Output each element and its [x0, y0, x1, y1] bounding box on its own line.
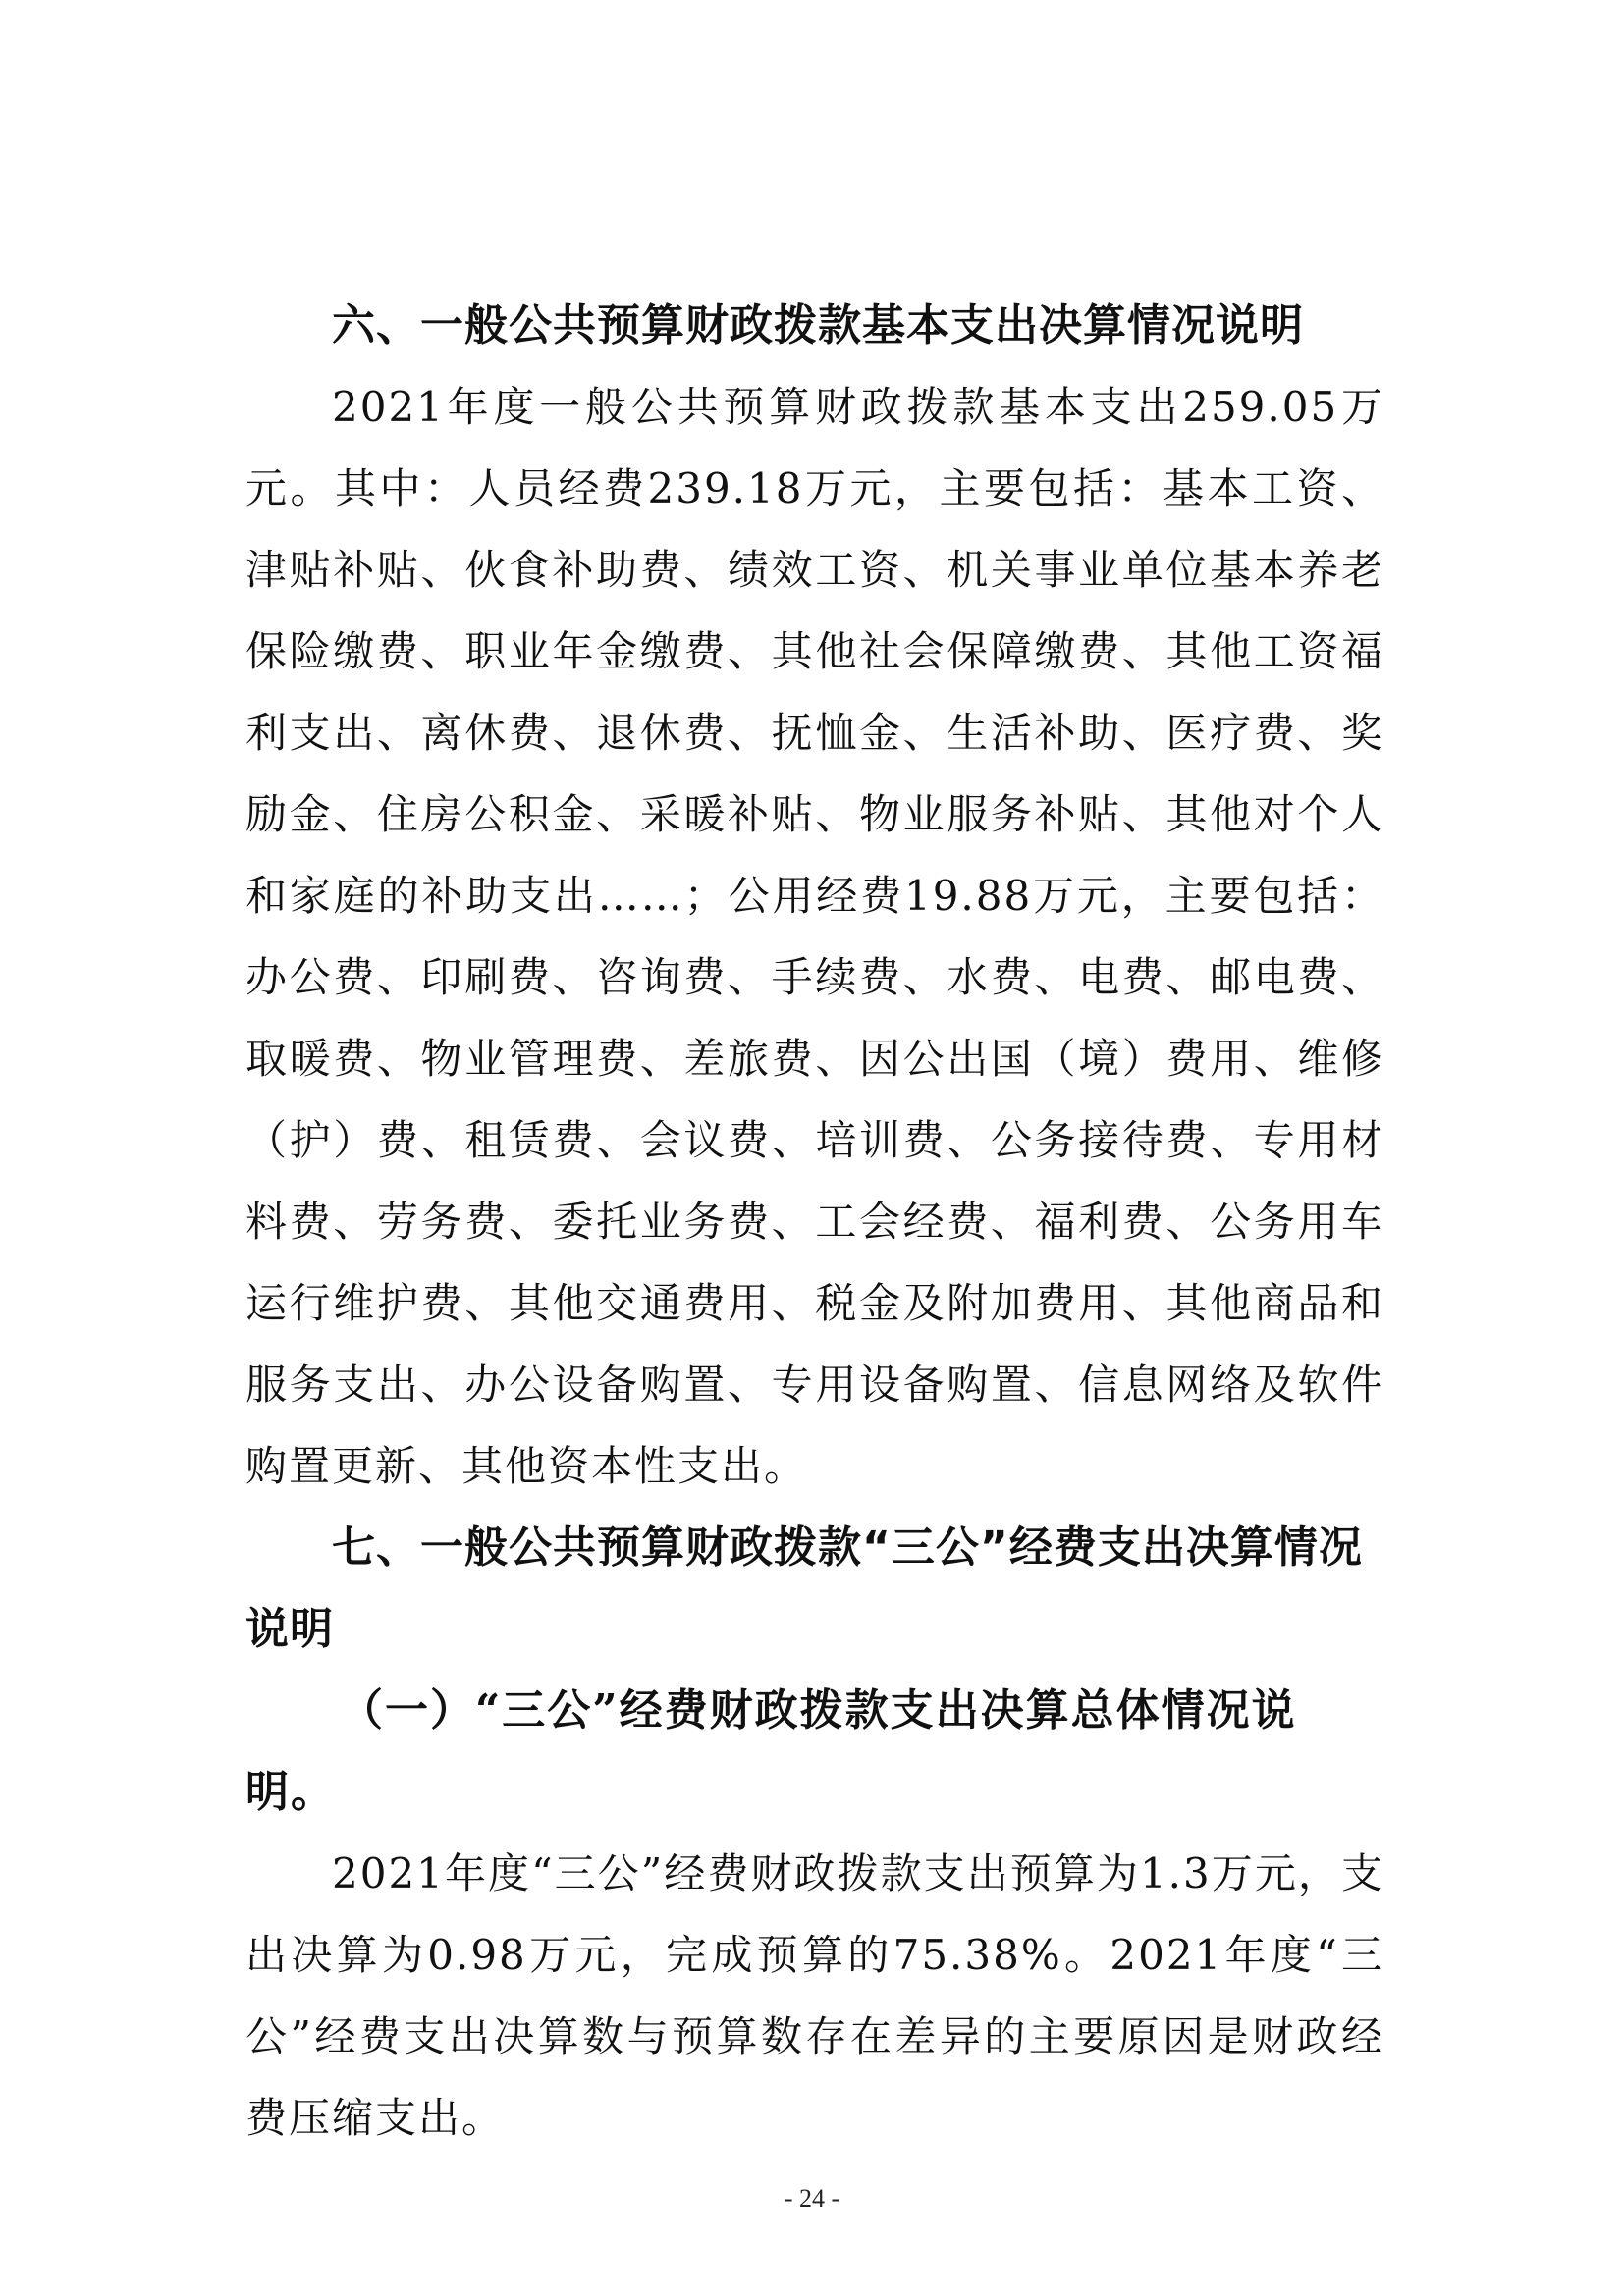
- section-6-body: 2021年度一般公共预算财政拨款基本支出259.05万元。其中：人员经费239.18万元，主要包括：基本工资、津贴补贴、伙食补助费、绩效工资、机关事业单位基本养老保险缴费、职业年金缴费、其他社会保障缴费、其他工资福利支出、离休费、退休费、抚恤金、生活补助、医疗费、奖励金、住房公积金、采暖补贴、物业服务补贴、其他对个人和家庭的补助支出……；公用经费19.88万元，主要包括：办公费、印刷费、咨询费、手续费、水费、电费、邮电费、取暖费、物业管理费、差旅费、因公出国（境）费用、维修（护）费、租赁费、会议费、培训费、公务接待费、专用材料费、劳务费、委托业务费、工会经费、福利费、公务用车运行维护费、其他交通费用、税金及附加费用、其他商品和服务支出、办公设备购置、专用设备购置、信息网络及软件购置更新、其他资本性支出。: [245, 383, 1384, 1490]
- document-page: [245, 285, 1384, 2159]
- page-number: - 24 -: [784, 2184, 840, 2213]
- section-7-sub1-heading: （一）“三公”经费财政拨款支出决算总体情况说明。: [245, 1685, 1297, 1817]
- section-6-heading: 六、一般公共预算财政拨款基本支出决算情况说明: [332, 300, 1304, 350]
- section-7-heading: 七、一般公共预算财政拨款“三公”经费支出决算情况说明: [245, 1522, 1363, 1654]
- section-7-sub1-body: 2021年度“三公”经费财政拨款支出预算为1.3万元，支出决算为0.98万元，完成预算的75.38%。2021年度“三公”经费支出决算数与预算数存在差异的主要原因是财政经费压缩支出。: [245, 1849, 1384, 2142]
